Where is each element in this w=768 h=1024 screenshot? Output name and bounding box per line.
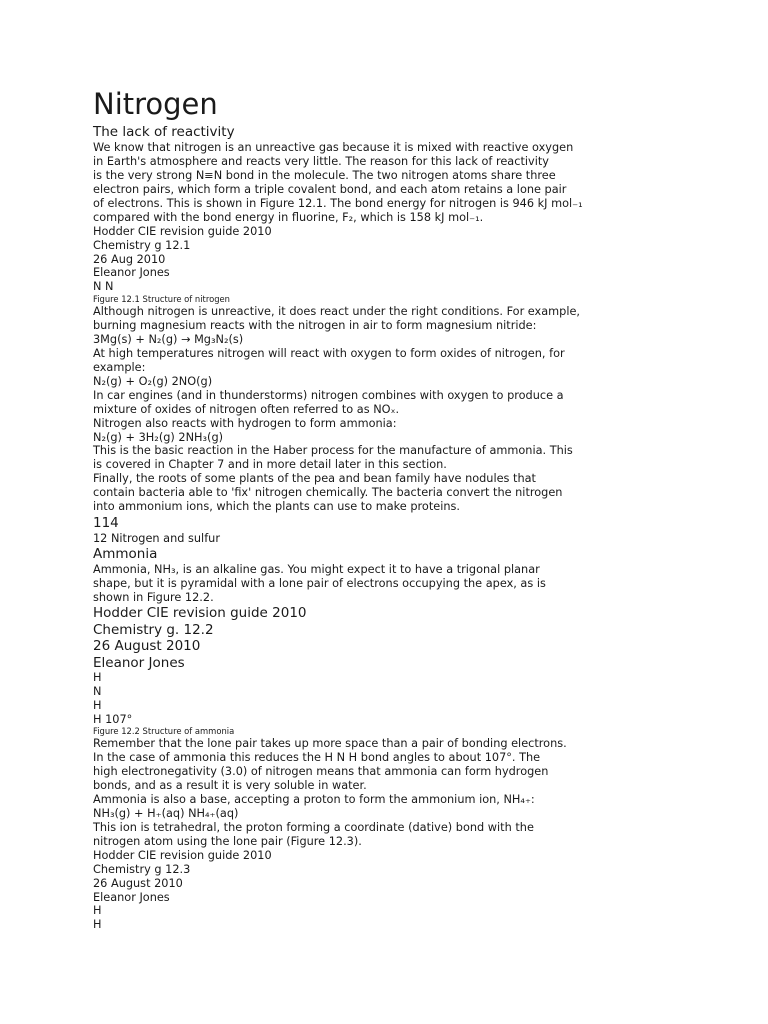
- figure-label: H 107°: [93, 712, 133, 726]
- equation: N₂(g) + 3H₂(g) 2NH₃(g): [93, 430, 224, 444]
- figure-label: H: [93, 698, 102, 712]
- figure-credit-line: Eleanor Jones: [93, 654, 185, 671]
- figure-credit-line: 26 August 2010: [93, 876, 183, 890]
- figure-credit-line: Hodder CIE revision guide 2010: [93, 849, 272, 863]
- paragraph: Although nitrogen is unreactive, it does react under the right conditions. For example, burning magnesium reacts with the nitrogen in air to form magnesium nitride:: [93, 304, 581, 332]
- figure-label: H: [93, 904, 102, 918]
- figure-label: H: [93, 918, 102, 932]
- figure-credit-line: 26 Aug 2010: [93, 252, 166, 266]
- paragraph: Ammonia, NH₃, is an alkaline gas. You might expect it to have a trigonal planar shape, but it is pyramidal with a lone pair of electrons occupying the apex, as is shown in Figure 12.2.: [93, 563, 546, 605]
- equation: 3Mg(s) + N₂(g) → Mg₃N₂(s): [93, 332, 244, 346]
- section-heading-ammonia: Ammonia: [93, 546, 158, 563]
- page-title: Nitrogen: [93, 87, 218, 121]
- figure-label: N N: [93, 280, 114, 294]
- paragraph: At high temperatures nitrogen will react with oxygen to form oxides of nitrogen, for example:: [93, 346, 565, 374]
- section-heading-reactivity: The lack of reactivity: [93, 124, 235, 140]
- figure-label: N: [93, 684, 102, 698]
- paragraph: This ion is tetrahedral, the proton forming a coordinate (dative) bond with the nitrogen atom using the lone pair (Figure 12.3).: [93, 821, 534, 849]
- paragraph: In car engines (and in thunderstorms) nitrogen combines with oxygen to produce a mixture of oxides of nitrogen often referred to as NOₓ. Nitrogen also reacts with hydrogen to form ammonia:: [93, 388, 564, 430]
- document-page: [93, 84, 713, 932]
- page-number: 114: [93, 515, 119, 532]
- figure-credit-line: Eleanor Jones: [93, 890, 170, 904]
- figure-credit-line: Chemistry g. 12.2: [93, 621, 214, 638]
- figure-credit-line: Chemistry g 12.1: [93, 238, 191, 252]
- figure-label: H: [93, 671, 102, 685]
- paragraph: Remember that the lone pair takes up more space than a pair of bonding electrons. In the case of ammonia this reduces the H N H bond angles to about 107°. The high electronegativity (3.0) of nitrogen means that ammonia can form hydrogen bonds, and as a result it is very soluble in water. Ammonia is also a base, accepting a proton to form the ammonium ion, NH₄₊:: [93, 737, 567, 807]
- figure-caption: Figure 12.1 Structure of nitrogen: [93, 293, 230, 304]
- figure-credit-line: Chemistry g 12.3: [93, 862, 191, 876]
- figure-credit-line: Eleanor Jones: [93, 266, 170, 280]
- figure-credit-line: Hodder CIE revision guide 2010: [93, 605, 307, 622]
- figure-credit-line: Hodder CIE revision guide 2010: [93, 225, 272, 238]
- equation: N₂(g) + O₂(g) 2NO(g): [93, 374, 213, 388]
- figure-caption: Figure 12.2 Structure of ammonia: [93, 726, 235, 737]
- paragraph: We know that nitrogen is an unreactive gas because it is mixed with reactive oxygen in Earth's atmosphere and reacts very little. The reason for this lack of reactivity is the very strong N≡N bond in the molecule. The two nitrogen atoms share three electron pairs, which form a triple covalent bond, and each atom retains a lone pair of electrons. This is shown in Figure 12.1. The bond energy for nitrogen is 946 kJ mol₋₁ compared with the bond energy in fluorine, F₂, which is 158 kJ mol₋₁.: [93, 141, 583, 224]
- figure-credit-line: 26 August 2010: [93, 638, 201, 655]
- running-head: 12 Nitrogen and sulfur: [93, 532, 220, 546]
- paragraph: This is the basic reaction in the Haber process for the manufacture of ammonia. This is covered in Chapter 7 and in more detail later in this section. Finally, the roots of some plants of the pea and bean family have nodules that contain bacteria able to 'fix' nitrogen chemically. The bacteria convert the nitrogen into ammonium ions, which the plants can use to make proteins.: [93, 444, 573, 514]
- equation: NH₃(g) + H₊(aq) NH₄₊(aq): [93, 807, 239, 821]
